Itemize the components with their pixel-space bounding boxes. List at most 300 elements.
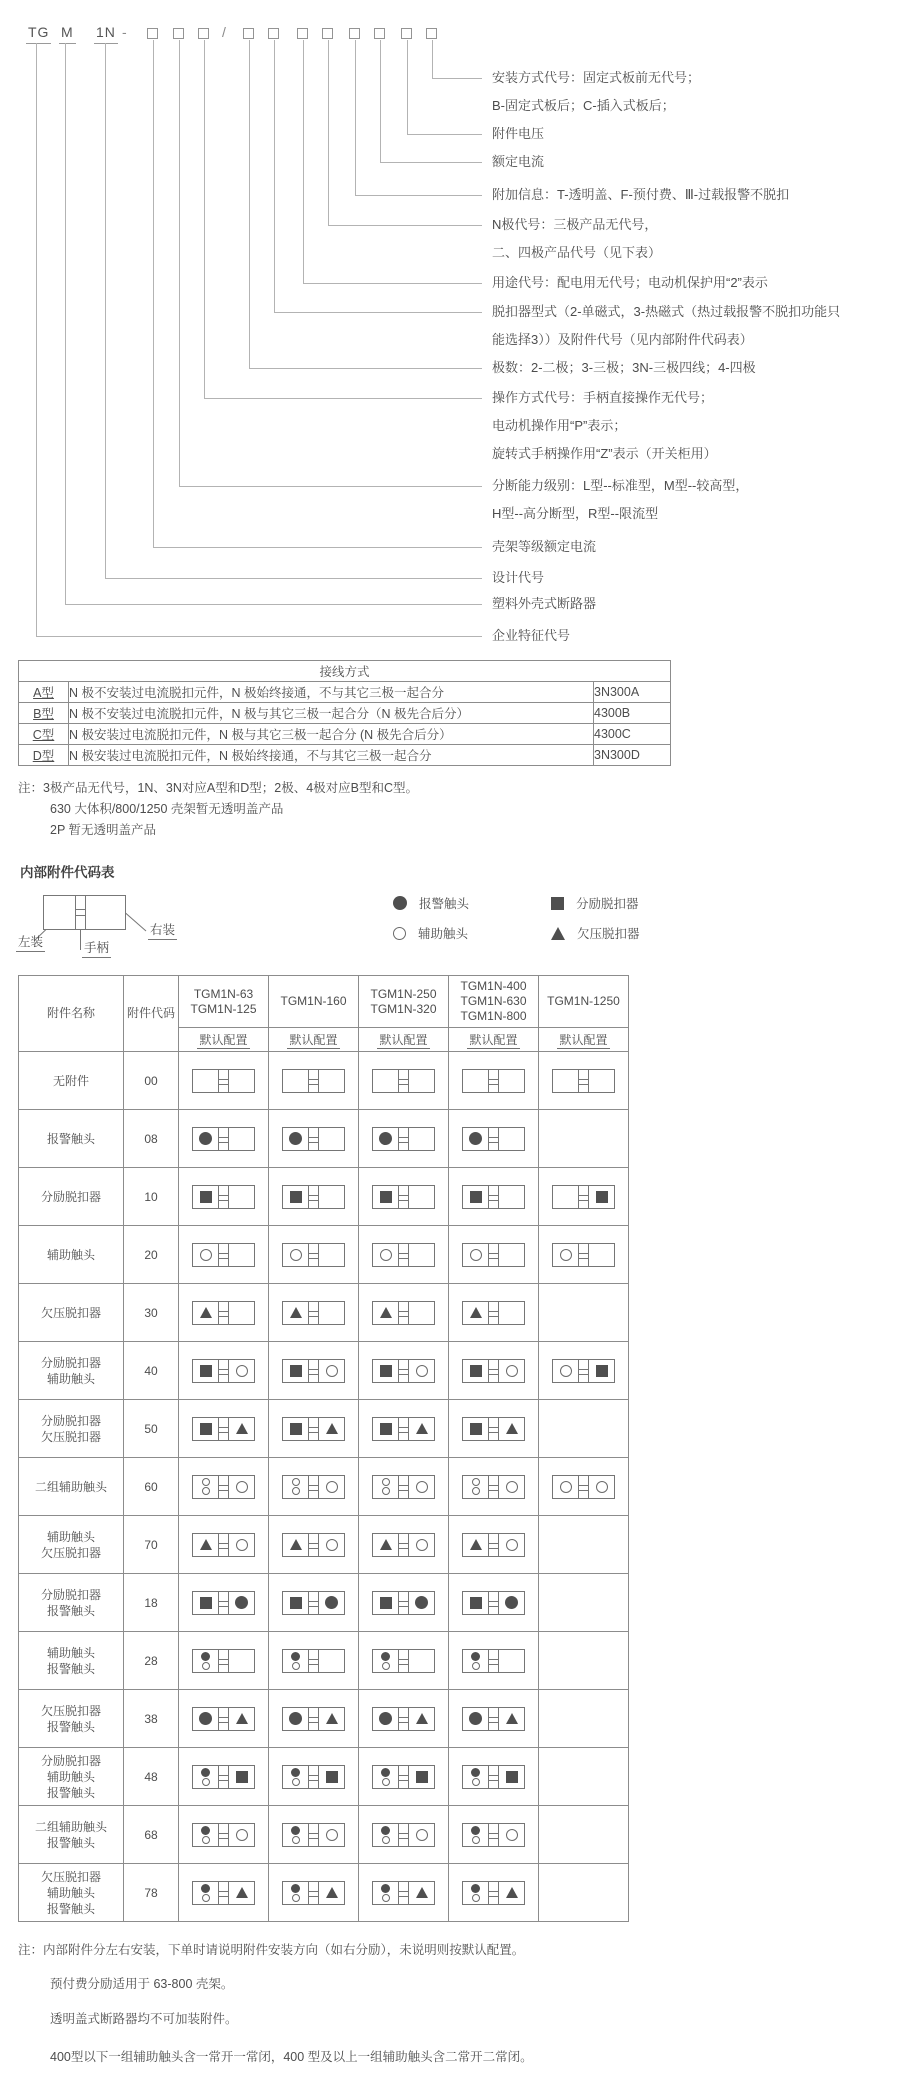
right-mount-zone	[499, 1418, 524, 1440]
handle-diagram	[462, 1591, 525, 1615]
left-mount-zone	[193, 1302, 218, 1324]
handle-diagram	[192, 1185, 255, 1209]
handle-diagram	[192, 1881, 255, 1905]
legend-label: 欠压脱扣器	[577, 927, 640, 941]
handle-diagram	[462, 1127, 525, 1151]
left-mount-zone	[193, 1418, 218, 1440]
handle-slot	[308, 1418, 319, 1440]
accessory-name-line: 欠压脱扣器	[40, 1545, 101, 1560]
left-mount-zone	[193, 1186, 218, 1208]
wiring-title-row	[19, 661, 671, 682]
connector-line	[179, 40, 180, 486]
accessory-row	[19, 1400, 629, 1458]
left-mount-zone	[463, 1360, 488, 1382]
handle-slot	[488, 1360, 499, 1382]
accessory-diagram-cell	[179, 1864, 269, 1922]
handle-slot	[308, 1302, 319, 1324]
accessory-diagram-cell	[269, 1226, 359, 1284]
accessory-diagram-cell	[179, 1690, 269, 1748]
right-mount-zone	[319, 1128, 344, 1150]
accessory-row	[19, 1864, 629, 1922]
model-name: TGM1N-320	[370, 1001, 437, 1016]
connector-line	[179, 486, 482, 487]
handle-slot	[218, 1186, 229, 1208]
right-mount-zone	[589, 1244, 614, 1266]
accessory-name-line: 报警触头	[46, 1603, 95, 1618]
left-mount-zone	[193, 1476, 218, 1498]
accessory-name	[19, 1690, 124, 1748]
accessory-diagram-cell	[269, 1052, 359, 1110]
left-mount-zone	[463, 1882, 488, 1904]
aux-contact-icon	[382, 1662, 390, 1670]
handle-diagram	[192, 1707, 255, 1731]
handle-diagram	[282, 1475, 345, 1499]
accessory-row	[19, 1632, 629, 1690]
connector-line	[432, 40, 433, 78]
handle-diagram	[462, 1649, 525, 1673]
right-mount-zone	[499, 1476, 524, 1498]
handle-diagram	[462, 1765, 525, 1789]
shunt-release-icon	[290, 1191, 302, 1203]
handle-slot	[398, 1186, 409, 1208]
right-mount-zone	[319, 1824, 344, 1846]
alarm-contact-icon	[325, 1596, 338, 1609]
legend-item	[393, 924, 468, 942]
accessory-diagram-cell	[449, 1690, 539, 1748]
accessory-diagram-cell	[179, 1400, 269, 1458]
default-config-label: 默认配置	[199, 1033, 248, 1047]
aux-contact-icon	[560, 1481, 572, 1493]
handle-slot	[578, 1070, 589, 1092]
left-mount-zone	[283, 1592, 308, 1614]
left-mount-zone	[193, 1592, 218, 1614]
handle-slot	[308, 1244, 319, 1266]
handle-diagram	[282, 1823, 345, 1847]
left-mount-zone	[463, 1766, 488, 1788]
alarm-contact-icon	[381, 1826, 390, 1835]
connector-line	[36, 43, 37, 636]
right-mount-zone	[499, 1766, 524, 1788]
alarm-contact-icon	[381, 1652, 390, 1661]
accessory-code: 28	[124, 1632, 179, 1690]
column-header-model	[359, 976, 449, 1028]
alarm-contact-icon	[201, 1826, 210, 1835]
accessory-diagram-cell	[269, 1516, 359, 1574]
accessory-diagram-cell	[269, 1458, 359, 1516]
right-mount-zone	[229, 1592, 254, 1614]
handle-diagram	[282, 1417, 345, 1441]
right-mount-zone	[409, 1244, 434, 1266]
handle-slot	[218, 1534, 229, 1556]
handle-diagram	[192, 1301, 255, 1325]
accessory-diagram-cell	[449, 1226, 539, 1284]
handle-slot	[218, 1070, 229, 1092]
connector-line	[407, 40, 408, 134]
right-mount-zone	[499, 1360, 524, 1382]
left-mount-zone	[463, 1650, 488, 1672]
right-mount-zone	[409, 1070, 434, 1092]
handle-slot	[308, 1650, 319, 1672]
accessory-name-line: 报警触头	[46, 1835, 95, 1850]
aux-contact-icon	[472, 1894, 480, 1902]
code-digit-box	[426, 28, 437, 39]
left-mount-zone	[463, 1476, 488, 1498]
left-mount-zone	[553, 1476, 578, 1498]
right-mount-zone	[499, 1824, 524, 1846]
right-mount-zone	[499, 1708, 524, 1730]
left-mount-label: 左装	[16, 932, 45, 952]
accessory-diagram-cell	[359, 1110, 449, 1168]
accessory-name	[19, 1864, 124, 1922]
aux-contact-icon	[416, 1829, 428, 1841]
handle-slot	[308, 1186, 319, 1208]
accessory-diagram-cell	[179, 1632, 269, 1690]
accessory-name	[19, 1168, 124, 1226]
alarm-contact-icon	[471, 1884, 480, 1893]
aux-contact-icon	[236, 1365, 248, 1377]
legend-label: 分励脱扣器	[576, 897, 639, 911]
right-mount-zone	[229, 1360, 254, 1382]
code-part-label: N极代号：三极产品无代号，	[492, 217, 658, 232]
aux-contact-icon	[292, 1478, 300, 1486]
handle-slot	[308, 1592, 319, 1614]
shunt-release-icon	[200, 1423, 212, 1435]
model-name: TGM1N-400	[460, 979, 527, 993]
right-mount-zone	[409, 1650, 434, 1672]
accessory-diagram-cell	[359, 1226, 449, 1284]
aux-contact-icon	[472, 1836, 480, 1844]
aux-contact-icon	[236, 1829, 248, 1841]
handle-slot	[578, 1360, 589, 1382]
left-mount-zone	[373, 1418, 398, 1440]
right-mount-zone	[409, 1186, 434, 1208]
accessory-code: 20	[124, 1226, 179, 1284]
undervoltage-release-icon	[506, 1423, 518, 1434]
handle-diagram	[282, 1185, 345, 1209]
accessory-name-line: 欠压脱扣器	[40, 1305, 101, 1320]
default-config-label: 默认配置	[469, 1033, 518, 1047]
undervoltage-release-icon	[416, 1423, 428, 1434]
shunt-release-icon	[380, 1365, 392, 1377]
accessory-name	[19, 1284, 124, 1342]
handle-slot	[398, 1244, 409, 1266]
left-mount-zone	[373, 1824, 398, 1846]
accessory-table	[18, 975, 629, 1922]
right-mount-zone	[319, 1186, 344, 1208]
handle-slot	[218, 1128, 229, 1150]
accessory-diagram-cell	[449, 1110, 539, 1168]
handle-diagram	[192, 1243, 255, 1267]
right-mount-zone	[499, 1302, 524, 1324]
model-name: TGM1N-160	[280, 994, 347, 1008]
handle-diagram	[552, 1185, 615, 1209]
accessory-diagram-cell	[179, 1226, 269, 1284]
handle-slot	[398, 1360, 409, 1382]
accessory-diagram-cell	[359, 1574, 449, 1632]
accessory-diagram-cell	[269, 1400, 359, 1458]
left-mount-zone	[373, 1476, 398, 1498]
right-mount-zone	[409, 1476, 434, 1498]
alarm-contact-icon	[379, 1712, 392, 1725]
handle-slot	[488, 1070, 499, 1092]
column-header-model	[179, 976, 269, 1028]
code-part-label: 安装方式代号：固定式板前无代号；	[492, 70, 701, 85]
aux-contact-icon	[236, 1539, 248, 1551]
accessory-diagram-cell	[539, 1806, 629, 1864]
left-mount-zone	[553, 1070, 578, 1092]
aux-contact-icon	[202, 1662, 210, 1670]
aux-contact-icon	[200, 1249, 212, 1261]
handle-slot	[398, 1766, 409, 1788]
handle-slot	[398, 1070, 409, 1092]
handle-diagram	[372, 1823, 435, 1847]
accessory-name	[19, 1632, 124, 1690]
aux-contact-icon	[292, 1662, 300, 1670]
right-mount-zone	[589, 1070, 614, 1092]
left-mount-zone	[463, 1534, 488, 1556]
handle-diagram	[192, 1475, 255, 1499]
shunt-release-icon	[470, 1423, 482, 1435]
aux-contact-icon	[202, 1778, 210, 1786]
left-mount-zone	[283, 1418, 308, 1440]
note-line: 注：内部附件分左右安装，下单时请说明附件安装方向（如右分励），未说明则按默认配置。	[18, 1943, 525, 1957]
undervoltage-release-icon	[416, 1887, 428, 1898]
accessory-name	[19, 1052, 124, 1110]
handle-slot	[398, 1418, 409, 1440]
left-mount-zone	[373, 1186, 398, 1208]
accessory-diagram-cell	[449, 1052, 539, 1110]
aux-contact-icon	[506, 1539, 518, 1551]
accessory-diagram-cell	[359, 1806, 449, 1864]
legend-item	[551, 924, 640, 942]
column-header-model	[449, 976, 539, 1028]
left-mount-zone	[193, 1128, 218, 1150]
handle-diagram	[462, 1417, 525, 1441]
right-mount-zone	[229, 1882, 254, 1904]
handle-diagram	[372, 1649, 435, 1673]
aux-contact-icon	[202, 1836, 210, 1844]
aux-contact-icon	[292, 1894, 300, 1902]
connector-line	[204, 40, 205, 398]
aux-contact-icon	[382, 1478, 390, 1486]
shunt-release-icon	[596, 1365, 608, 1377]
code-part-label: 操作方式代号：手柄直接操作无代号；	[492, 390, 714, 405]
left-mount-zone	[553, 1360, 578, 1382]
right-mount-zone	[229, 1534, 254, 1556]
wiring-description: N 极不安装过电流脱扣元件，N 极与其它三极一起合分（N 极先合后分）	[69, 703, 594, 724]
alarm-contact-icon	[201, 1884, 210, 1893]
right-mount-zone	[589, 1476, 614, 1498]
right-mount-zone	[499, 1128, 524, 1150]
aux-contact-icon	[382, 1836, 390, 1844]
alarm-contact-icon	[393, 896, 407, 910]
handle-slot	[218, 1882, 229, 1904]
left-mount-zone	[193, 1650, 218, 1672]
slash-separator: /	[222, 24, 226, 40]
accessory-diagram-cell	[359, 1864, 449, 1922]
right-mount-zone	[319, 1650, 344, 1672]
handle-slot	[308, 1534, 319, 1556]
alarm-contact-icon	[415, 1596, 428, 1609]
handle-diagram	[462, 1243, 525, 1267]
wiring-code: 3N300D	[594, 745, 671, 766]
handle-slot	[218, 1824, 229, 1846]
code-part-label: 能选择3））及附件代号（见内部附件代码表）	[492, 332, 753, 347]
handle-diagram	[282, 1649, 345, 1673]
default-config-cell	[359, 1028, 449, 1052]
connector-line	[328, 40, 329, 225]
handle-slot	[308, 1766, 319, 1788]
right-mount-zone	[319, 1070, 344, 1092]
right-mount-zone	[319, 1534, 344, 1556]
left-mount-zone	[373, 1360, 398, 1382]
right-mount-zone	[319, 1476, 344, 1498]
alarm-contact-icon	[291, 1826, 300, 1835]
connector-line	[355, 40, 356, 195]
accessory-diagram-cell	[539, 1748, 629, 1806]
right-mount-zone	[229, 1766, 254, 1788]
connector-line	[303, 40, 304, 283]
code-part-label: 用途代号：配电用无代号；电动机保护用“2”表示	[492, 275, 768, 290]
aux-contact-icon	[202, 1894, 210, 1902]
handle-diagram	[552, 1359, 615, 1383]
left-mount-zone	[463, 1418, 488, 1440]
undervoltage-release-icon	[326, 1713, 338, 1724]
alarm-contact-icon	[291, 1884, 300, 1893]
code-digit-box	[401, 28, 412, 39]
accessory-name-line: 报警触头	[46, 1661, 95, 1676]
column-header-model	[539, 976, 629, 1028]
accessory-diagram-cell	[269, 1284, 359, 1342]
code-part-label: 附加信息：T-透明盖、F-预付费、Ⅲ-过载报警不脱扣	[492, 187, 790, 202]
accessory-diagram-cell	[359, 1052, 449, 1110]
handle-slot	[488, 1186, 499, 1208]
left-mount-zone	[553, 1244, 578, 1266]
handle-slot	[218, 1708, 229, 1730]
accessory-row	[19, 1690, 629, 1748]
accessory-code: 08	[124, 1110, 179, 1168]
shunt-release-icon	[200, 1191, 212, 1203]
accessory-diagram-cell	[359, 1284, 449, 1342]
wiring-code: 4300B	[594, 703, 671, 724]
handle-diagram	[372, 1881, 435, 1905]
handle-slot	[308, 1360, 319, 1382]
handle-diagram	[282, 1127, 345, 1151]
accessory-diagram-cell	[449, 1574, 539, 1632]
right-mount-label: 右装	[148, 920, 177, 940]
handle-slot	[308, 1708, 319, 1730]
aux-contact-icon	[560, 1365, 572, 1377]
accessory-name-line: 无附件	[52, 1073, 89, 1088]
code-part-text: TG	[26, 24, 51, 44]
undervoltage-release-icon	[290, 1539, 302, 1550]
wiring-table-body	[19, 661, 671, 766]
handle-diagram	[192, 1823, 255, 1847]
undervoltage-release-icon	[551, 927, 565, 940]
connector-line	[380, 40, 381, 162]
legend-item	[393, 894, 469, 912]
right-mount-zone	[409, 1882, 434, 1904]
legend-label: 辅助触头	[418, 927, 469, 941]
undervoltage-release-icon	[236, 1887, 248, 1898]
handle-diagram	[372, 1127, 435, 1151]
accessory-name-line: 辅助触头	[46, 1645, 95, 1660]
handle-slot	[398, 1476, 409, 1498]
accessory-name-line: 辅助触头	[46, 1371, 95, 1386]
aux-contact-icon	[416, 1365, 428, 1377]
accessory-name	[19, 1226, 124, 1284]
handle-diagram	[462, 1185, 525, 1209]
column-header-code: 附件代码	[124, 976, 179, 1052]
handle-slot	[218, 1476, 229, 1498]
undervoltage-release-icon	[200, 1307, 212, 1318]
alarm-contact-icon	[471, 1768, 480, 1777]
handle-mount-figure	[15, 886, 250, 964]
code-digit-box	[374, 28, 385, 39]
connector-line	[249, 368, 482, 369]
handle-diagram	[372, 1185, 435, 1209]
left-mount-zone	[283, 1708, 308, 1730]
accessory-diagram-cell	[539, 1284, 629, 1342]
accessory-row	[19, 1342, 629, 1400]
alarm-contact-icon	[379, 1132, 392, 1145]
left-mount-zone	[283, 1534, 308, 1556]
column-header-model	[269, 976, 359, 1028]
undervoltage-release-icon	[506, 1713, 518, 1724]
aux-contact-icon	[506, 1829, 518, 1841]
handle-diagram	[372, 1243, 435, 1267]
handle-slot	[308, 1476, 319, 1498]
left-mount-zone	[193, 1882, 218, 1904]
wiring-description: N 极安装过电流脱扣元件，N 极始终接通，不与其它三极一起合分	[69, 745, 594, 766]
aux-contact-icon	[326, 1539, 338, 1551]
handle-diagram	[282, 1707, 345, 1731]
wiring-type: C型	[19, 724, 69, 745]
right-mount-zone	[409, 1592, 434, 1614]
model-name: TGM1N-250	[370, 986, 437, 1001]
right-mount-zone	[409, 1128, 434, 1150]
left-mount-zone	[283, 1824, 308, 1846]
code-digit-box	[147, 28, 158, 39]
accessory-diagram-cell	[449, 1400, 539, 1458]
left-mount-zone	[373, 1244, 398, 1266]
right-mount-zone	[229, 1650, 254, 1672]
handle-diagram	[372, 1359, 435, 1383]
default-config-cell	[269, 1028, 359, 1052]
handle-slot	[218, 1650, 229, 1672]
aux-contact-icon	[416, 1481, 428, 1493]
accessory-code: 78	[124, 1864, 179, 1922]
right-mount-zone	[319, 1302, 344, 1324]
alarm-contact-icon	[201, 1652, 210, 1661]
accessory-diagram-cell	[269, 1864, 359, 1922]
accessory-name-line: 二组辅助触头	[34, 1479, 107, 1494]
accessory-diagram-cell	[449, 1748, 539, 1806]
handle-diagram	[192, 1533, 255, 1557]
left-mount-zone	[283, 1766, 308, 1788]
code-part-label: 附件电压	[492, 126, 545, 141]
model-name: TGM1N-125	[190, 1001, 257, 1016]
left-mount-zone	[373, 1766, 398, 1788]
wiring-type: A型	[19, 682, 69, 703]
aux-contact-icon	[326, 1829, 338, 1841]
accessory-diagram-cell	[179, 1806, 269, 1864]
shunt-release-icon	[236, 1771, 248, 1783]
connector-line	[65, 604, 482, 605]
wiring-description: N 极不安装过电流脱扣元件，N 极始终接通，不与其它三极一起合分	[69, 682, 594, 703]
right-mount-zone	[229, 1244, 254, 1266]
connector-line	[432, 78, 482, 79]
